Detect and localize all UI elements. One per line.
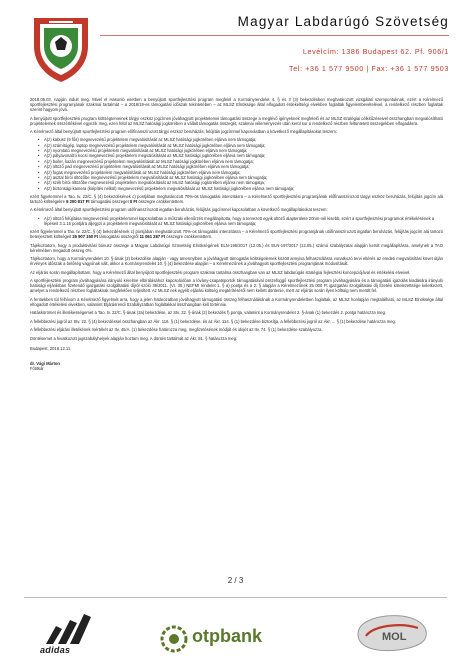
organization-name: Magyar Labdarúgó Szövetség bbox=[237, 14, 449, 29]
mol-logo bbox=[352, 612, 432, 654]
p4-text-end: összegre csökkentettem. bbox=[137, 199, 185, 205]
otpbank-wordmark: otpbank bbox=[192, 626, 262, 646]
paragraph-9: Az eljárás során megállapítottam, hogy a Kérelmező által benyújtott sportfejlesztési program szakmai tartalma összhangban van az MLSZ labdarúgás stratégiai fejlesztési koncepciójával és értékelési elveivel. bbox=[30, 269, 411, 275]
header-rule bbox=[100, 35, 449, 36]
list-item: • A(z) öltöző felújítása megnevezésű projektelemmel kapcsolatban a műszaki ellenőrzés megállapította, hogy a tervezett egyik öltöző alapterülete 20nm-nél kisebb, ezért a sportfejlesztési programok értékelésének a lépéseit 3.1.15 pontjára aljegyzi a projektelem megvalósítását az MLSZ hatósági jogkörében eljárva nem támogatja; bbox=[38, 216, 443, 226]
p6-text-mid: támogatási összegről bbox=[98, 234, 140, 240]
document-date: Budapest, 2018.12.11. bbox=[30, 345, 72, 351]
signer-title: Főtitkár bbox=[30, 365, 44, 371]
paragraph-13: A fellebbezési jogról az Stv. 22. § (4) bekezdéssel összhangban az Ákr. 116. § (1) bekezdése, és az Ákr. 114. § (1) bekezdése biztosítja, a fellebbezési jogról az Ákr. ... § (1) bekezdése határozza meg. bbox=[30, 318, 396, 324]
p6-text-end: összegre csökkentettem. bbox=[165, 234, 213, 240]
p6-text: ezért figyelemmel a Tao. tv. 22/C. § (4) bekezdésének c) pontjában meghatározott 70%-os támogatási intenzitásra – a Kérelmező sportfejlesztési programjának utófinanszírozott ingatlan beruházás, felújítás jogcím alá tartozó beterjesztett költségeit bbox=[30, 229, 443, 240]
paragraph-4 bbox=[30, 194, 443, 204]
paragraph-3: A Kérelmező által benyújtott sportfejlesztési program előfinanszírozott tárgyi eszköz beruházás, felújítás jogcímmel kapcsolatban a következő megállapításokat teszem: bbox=[30, 129, 338, 135]
footer-rule bbox=[24, 597, 447, 598]
p6-amount-2: 11 061 287 Ft bbox=[139, 234, 166, 240]
paragraph-5: A Kérelmező által benyújtott sportfejlesztési program utófinanszírozott ingatlan beruházás, felújítás jogcímmel kapcsolatban a következő megállapításokat teszem: bbox=[30, 207, 328, 213]
page-number: 2 / 3 bbox=[227, 576, 244, 585]
organization-address: Levélcím: 1386 Budapest 62. Pf. 906/1 bbox=[302, 47, 449, 56]
paragraph-1: 2018.05.03. napján indult meg. Mivel el Hasonló esetben a benyújtott sportfejlesztési program megfelel a Kormányrendelet 4. § és 3 (3) bekezdésben meghatározott vizsgálati szempontoknak, ezért a Kérelmező sportfejlesztési programjának szakmai tartalmát – a 2018/19-es támogatási időszak tekintetében – az MLSZ Elnöksége által elfogadott érdekeltségi elvekben foglaltak figyelembevételével, a rendelkező részben foglaltak szerint hagyom jóvá. bbox=[30, 97, 443, 113]
adidas-wordmark: adidas bbox=[40, 645, 71, 655]
list-item: • A(z) nyomtató megnevezésű projektelem megvalósítását az MLSZ hatósági jogkörében eljárva nem támogatja; bbox=[38, 148, 443, 153]
paragraph-10: A sportfejlesztési program jóváhagyására irányuló kérelme elbírálásához kapcsolódóan a lóvány-csapatsportok támogatásával összefüggő sportfejlesztési program jóváhagyására és a támogatási igazolás kiadására irányuló hatósági eljárásban fizetendő igazgatási szolgáltatási díjról szóló 39/2011. (VI. 30.) NEFMI rendelet 1. § a) pontja és a 2. § alapján a Kérelmezőnek 25 000 Ft igazgatási szolgáltatási díj fizetési kötelezettsége keletkezett, amelyet a rendelkező részben foglaltaknak megfelelően teljesített. Az MLSZ nek egyéb eljárási költség megtérítéséről nem kellett döntenie, mert az eljárás során ilyen költség nem merült fel. bbox=[30, 278, 443, 294]
p4-amount-1: 9 200 817 Ft bbox=[66, 199, 90, 205]
organization-contact: Tel: +36 1 577 9500 | Fax: +36 1 577 9503 bbox=[289, 64, 449, 73]
paragraph-11: A fentiekben túl felhívom a Kérelmező figyelmét arra, hogy a jelen határozatban jóváhagyott támogatási összeg felhasználásának a Kormányrendeletben foglaltak, az MLSZ honlapján megtalálható, az MLSZ Elnöksége által elfogadott értékelési elvekben, valamint Eljárásrendi Szabályzatban foglaltakkal összhangban kell történnie. bbox=[30, 296, 443, 307]
findings-list-1 bbox=[30, 137, 443, 190]
paragraph-15: Döntésemet a hivatkozott jogszabályhelyek alapján hoztam meg. A döntés tartalmát az Ákr. 81. § határozza meg. bbox=[30, 335, 238, 341]
mol-wordmark: MOL bbox=[382, 631, 407, 643]
p4-amount-2: 0 Ft bbox=[129, 199, 138, 205]
list-item: • A(z) asztal bírói öltözőbe megnevezésű projektelem megvalósítását az MLSZ hatósági jogkörében eljárva nem támogatja; bbox=[38, 175, 443, 180]
paragraph-12: Hatáskörömet és illetékességemet a Tao. tv. 22/C. §-ának (2a) bekezdése, az Stv. 22. §-ának (2) bekezdés f) pontja, valamint a Kormányrendelet 2. §-ának (1) bekezdés 2. pontja határozza meg. bbox=[30, 310, 387, 316]
p6-amount-1: 25 907 150 Ft bbox=[72, 234, 99, 240]
otpbank-logo-icon bbox=[160, 625, 188, 653]
findings-list-2 bbox=[30, 216, 443, 226]
paragraph-6 bbox=[30, 229, 443, 239]
list-item: • A(z) pályavonalzó kocsi megnevezésű projektelem megvalósítását az MLSZ hatósági jogkörében eljárva nem támogatja; bbox=[38, 153, 443, 158]
list-item: • A(z) kabusz (9 fős) megnevezésű projektelem megvalósítását az MLSZ hatósági jogkörében eljárva nem támogatja; bbox=[38, 137, 443, 142]
paragraph-14: A fellebbezési eljárási illetékének mértékét az Itv. 45/A. (1) bekezdése határozza meg, megfizetésének módját és idejét az Itv. 74. § (1) bekezdése szabályozza. bbox=[30, 327, 323, 333]
adidas-logo bbox=[40, 610, 92, 646]
list-item: • A(z) biztonsági kamera (kiépítés nélkül) megnevezésű projektelem megvalósítását az MLSZ hatósági jogkörében eljárva nem támogatja; bbox=[38, 186, 443, 191]
list-item: • A(z) boiler, kazán megnevezésű projektelem megvalósítását az MLSZ hatósági jogkörében eljárva nem támogatja; bbox=[38, 159, 443, 164]
p4-text: ezért figyelemmel a Tao. tv. 22/C. § (4) bekezdésének c) pontjában meghatározott 70%-os támogatási intenzitásra – a Kérelmező sportfejlesztési programjának előfinanszírozott tárgyi eszköz beruházás, felújítás jogcím alá tartozó költségekre bbox=[30, 193, 443, 205]
list-item: • A(z) szék bírói öltözőbe megnevezésű projektelem megvalósítását az MLSZ hatósági jogkörében eljárva nem támogatja; bbox=[38, 180, 443, 185]
p4-text-mid: támogatási összeget bbox=[89, 199, 130, 205]
mlsz-crest-logo bbox=[24, 12, 98, 86]
paragraph-7: Tájékoztatom, hogy a produktivitási bónusz összege a Magyar Labdarúgó Szövetség Elnökségének ELN-196/2017 (12.05.) és ELN-197/2017 (12.05.) számú szabályzatai alapján került megállapításra, amelynek a TAO kérelmében megadott összeg 0%. bbox=[30, 242, 443, 253]
paragraph-8: Tájékoztatom, hogy a Kormányrendelet 10. §-ának (2) bekezdése alapján - vagy amennyiben a jóváhagyott támogatás költségelemek között annyiva felhasználásra vonatkozó tervi eltérés az eredeti megvalósítási követ útján érvényes időszak a belőség vagyónak vált, akkor a Kormányrendelet 10. § (4) bekezdése alapján – a Kérelmezőnek a jóváhagyott sportfejlesztési programjának módosítását. bbox=[30, 256, 443, 267]
list-item: • A(z) öltöző pad megnevezésű projektelem megvalósítását az MLSZ hatósági jogkörében eljárva nem támogatja; bbox=[38, 164, 443, 169]
paragraph-2: A benyújtott sportfejlesztési program költségterveinek tárgyi eszköz jogcímen jóváhagyott projektelemei támogatási összege a meglévő igényeknek megfelelő és az MLSZ stratégiai célkitűzéseivel összhangban megvalósítható projektelemek összértékével egyezik meg, ezen felül az MLSZ hatósági jogkörében a vállalt támogatás összegét, szakmai véleményezés után kerül sor a rendelkező részben feltüntetett összegekben elfogadásra. bbox=[30, 115, 443, 126]
signer-name: dr. Vági Márton bbox=[30, 360, 60, 366]
signature-block bbox=[30, 361, 443, 371]
list-item: • A(z) fogas megnevezésű projektelem megvalósítását az MLSZ hatósági jogkörében eljárva nem támogatja; bbox=[38, 170, 443, 175]
list-item: • A(z) számítógép, laptop megnevezésű projektelem megvalósítását az MLSZ hatósági jogkörében eljárva nem támogatja; bbox=[38, 143, 443, 148]
document-body bbox=[30, 97, 443, 374]
